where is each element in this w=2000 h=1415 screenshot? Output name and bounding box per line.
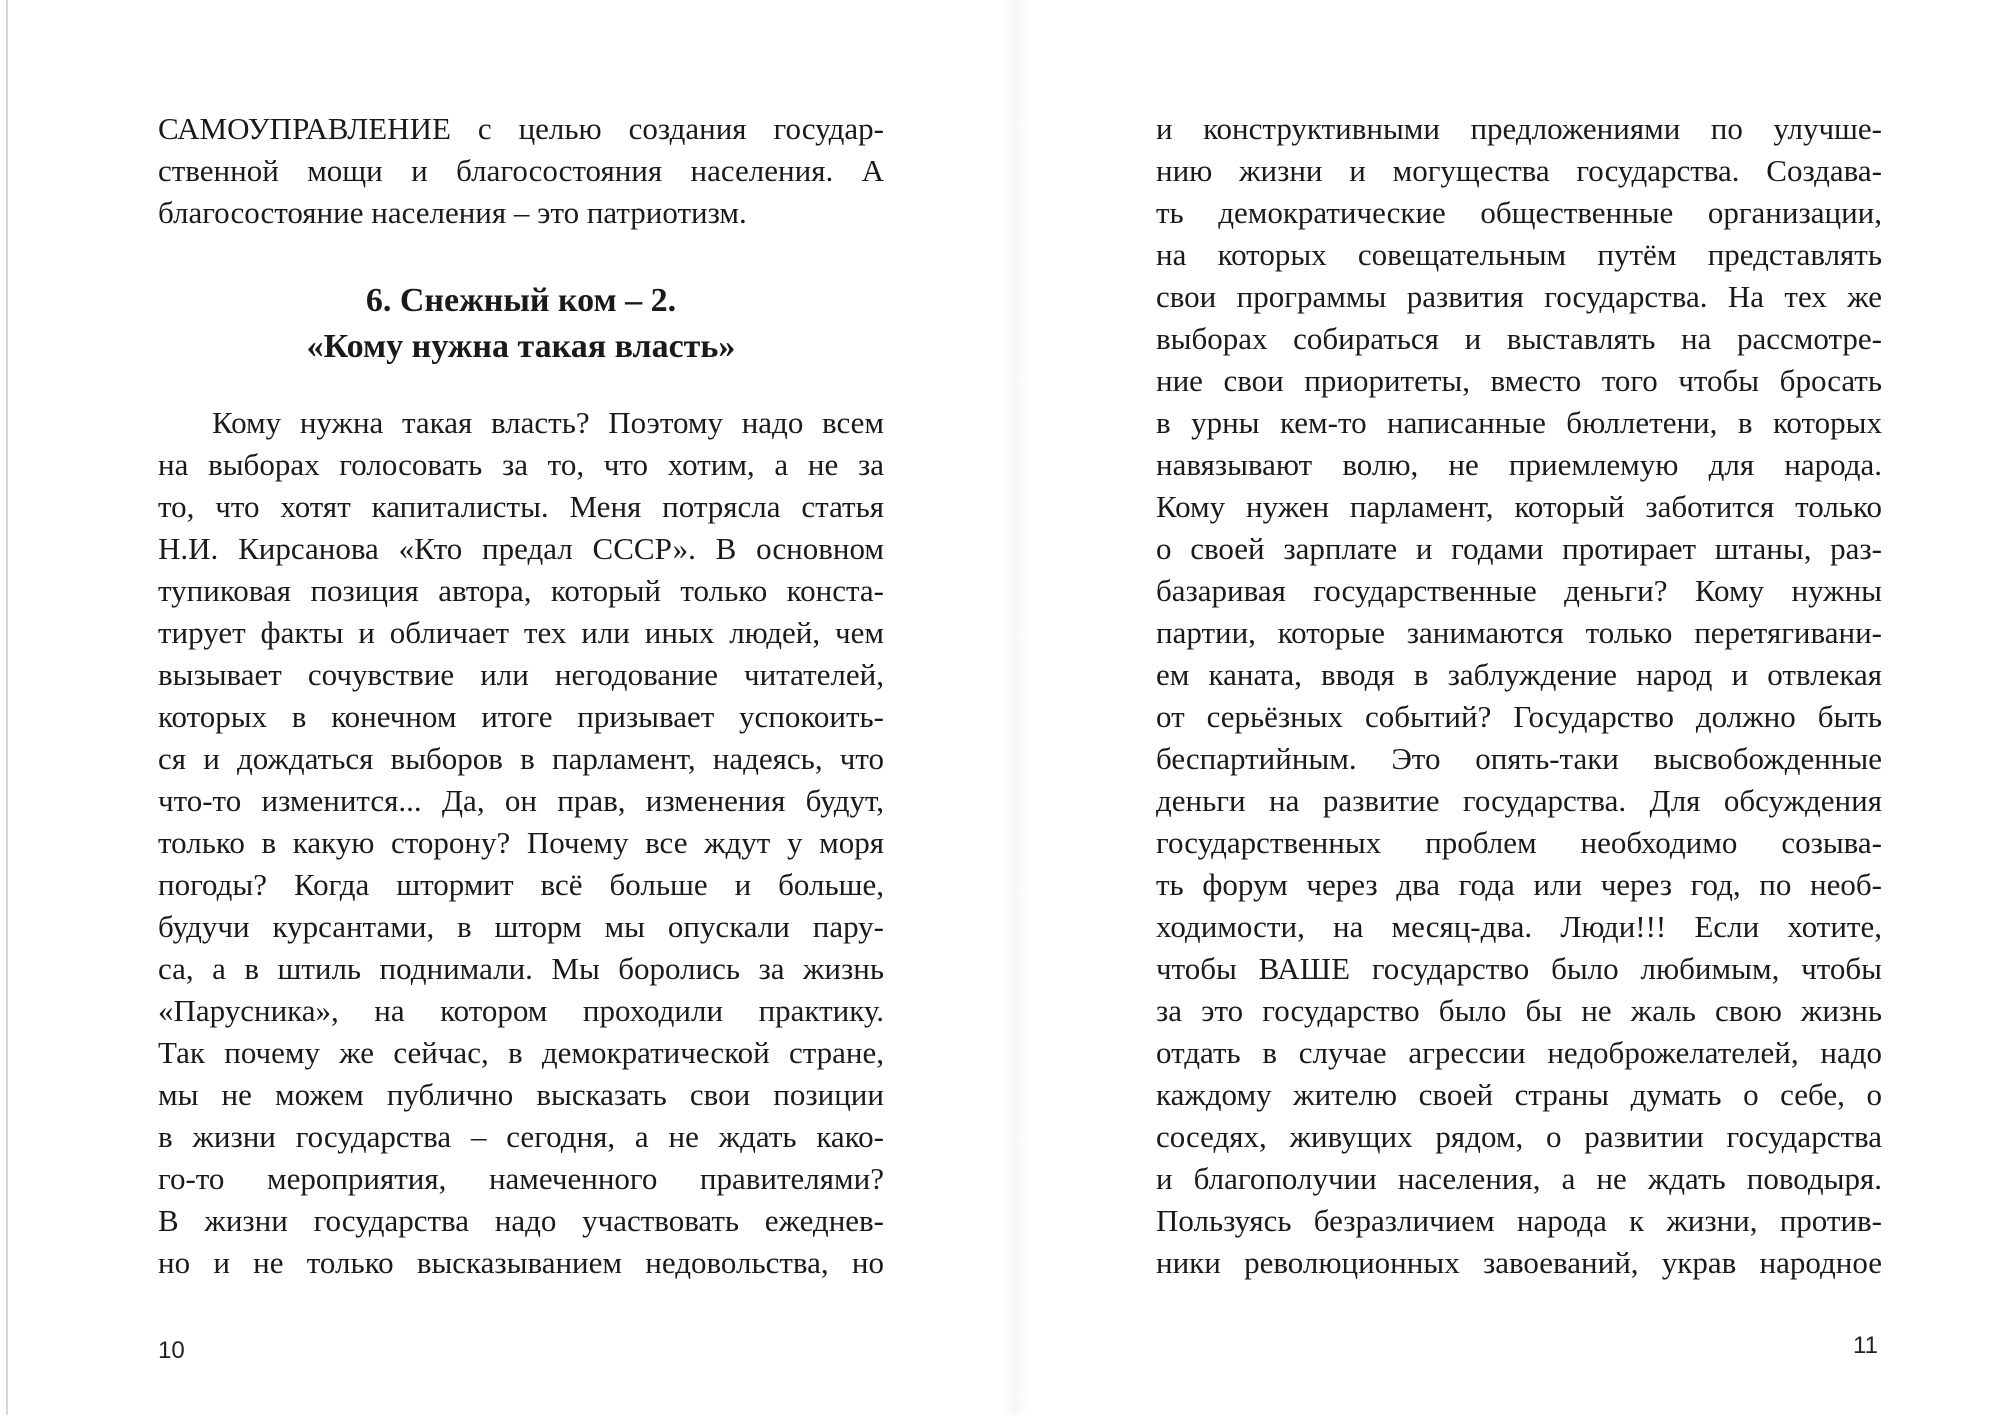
text-line: ть демократические общественные организации, — [1156, 195, 1882, 230]
text-line: базаривая государственные деньги? Кому нужны — [1156, 573, 1882, 608]
text-line: государственных проблем необходимо созыва- — [1156, 825, 1882, 860]
body-paragraph — [1156, 108, 1882, 1284]
text-line: САМОУПРАВЛЕНИЕ с целью создания государ- — [158, 111, 884, 146]
text-line: и благополучии населения, а не ждать поводыря. — [1156, 1161, 1882, 1196]
text-line: нию жизни и могущества государства. Создава- — [1156, 153, 1882, 188]
text-line: ем каната, вводя в заблуждение народ и отвлекая — [1156, 657, 1882, 692]
section-heading — [158, 278, 884, 370]
text-line: будучи курсантами, в шторм мы опускали пару- — [158, 909, 884, 944]
text-line: свои программы развития государства. На тех же — [1156, 279, 1882, 314]
text-line: го-то мероприятия, намеченного правителями? — [158, 1161, 884, 1196]
text-line: навязывают волю, не приемлемую для народа. — [1156, 447, 1882, 482]
text-line: ние свои приоритеты, вместо того чтобы бросать — [1156, 363, 1882, 398]
text-line: то, что хотят капиталисты. Меня потрясла статья — [158, 489, 884, 524]
text-line: В жизни государства надо участвовать ежеднев- — [158, 1203, 884, 1238]
text-line: погоды? Когда штормит всё больше и больше, — [158, 867, 884, 902]
text-line: выборах собираться и выставлять на рассмотре- — [1156, 321, 1882, 356]
text-line: что-то изменится... Да, он прав, изменения будут, — [158, 783, 884, 818]
text-line: тупиковая позиция автора, который только конста- — [158, 573, 884, 608]
text-line: соседях, живущих рядом, о развитии государства — [1156, 1119, 1882, 1154]
text-line: ся и дождаться выборов в парламент, надеясь, что — [158, 741, 884, 776]
text-line: от серьёзных событий? Государство должно быть — [1156, 699, 1882, 734]
text-line: в урны кем-то написанные бюллетени, в которых — [1156, 405, 1882, 440]
page-number-right: 11 — [1853, 1332, 1878, 1359]
text-line: каждому жителю своей страны думать о себе, о — [1156, 1077, 1882, 1112]
intro-paragraph — [158, 108, 884, 234]
text-line: Так почему же сейчас, в демократической стране, — [158, 1035, 884, 1070]
text-line: ники революционных завоеваний, украв народное — [1156, 1245, 1882, 1280]
text-line: благосостояние населения – это патриотизм. — [158, 195, 747, 230]
text-line: вызывает сочувствие или негодование читателей, — [158, 657, 884, 692]
section-heading-line1: 6. Снежный ком – 2. — [365, 282, 677, 319]
text-line: отдать в случае агрессии недоброжелателей, надо — [1156, 1035, 1882, 1070]
text-line: чтобы ВАШЕ государство было любимым, чтобы — [1156, 951, 1882, 986]
text-line: на которых совещательным путём представлять — [1156, 237, 1882, 272]
text-line: деньги на развитие государства. Для обсуждения — [1156, 783, 1882, 818]
right-page — [1156, 108, 1882, 1284]
text-line: на выборах голосовать за то, что хотим, а не за — [158, 447, 884, 482]
text-line: только в какую сторону? Почему все ждут у моря — [158, 825, 884, 860]
text-line: «Парусника», на котором проходили практику. — [158, 993, 884, 1028]
text-line: партии, которые занимаются только перетягивани- — [1156, 615, 1882, 650]
text-line: Кому нужна такая власть? Поэтому надо всем — [212, 405, 884, 440]
text-line: о своей зарплате и годами протирает штаны, раз- — [1156, 531, 1882, 566]
text-line: тирует факты и обличает тех или иных людей, чем — [158, 615, 884, 650]
text-line: Пользуясь безразличием народа к жизни, против- — [1156, 1203, 1882, 1238]
section-heading-line2: «Кому нужна такая власть» — [306, 328, 736, 365]
text-line: ходимости, на месяц-два. Люди!!! Если хотите, — [1156, 909, 1882, 944]
text-line: са, а в штиль поднимали. Мы боролись за жизнь — [158, 951, 884, 986]
text-line: но и не только высказыванием недовольства, но — [158, 1245, 884, 1280]
book-gutter — [1000, 0, 1030, 1415]
page-number-left: 10 — [158, 1337, 185, 1364]
text-line: ственной мощи и благосостояния населения. А — [158, 153, 884, 188]
text-line: Кому нужен парламент, который заботится только — [1156, 489, 1882, 524]
body-paragraph — [158, 402, 884, 1284]
page-edge-line — [6, 0, 8, 1415]
text-line: мы не можем публично высказать свои позиции — [158, 1077, 884, 1112]
text-line: в жизни государства – сегодня, а не ждать како- — [158, 1119, 884, 1154]
text-line: Н.И. Кирсанова «Кто предал СССР». В основном — [158, 531, 884, 566]
left-page — [158, 108, 884, 1284]
text-line: беспартийным. Это опять-таки высвобожденные — [1156, 741, 1882, 776]
text-line: которых в конечном итоге призывает успокоить- — [158, 699, 884, 734]
text-line: и конструктивными предложениями по улучше- — [1156, 111, 1882, 146]
text-line: за это государство было бы не жаль свою жизнь — [1156, 993, 1882, 1028]
text-line: ть форум через два года или через год, по необ- — [1156, 867, 1882, 902]
